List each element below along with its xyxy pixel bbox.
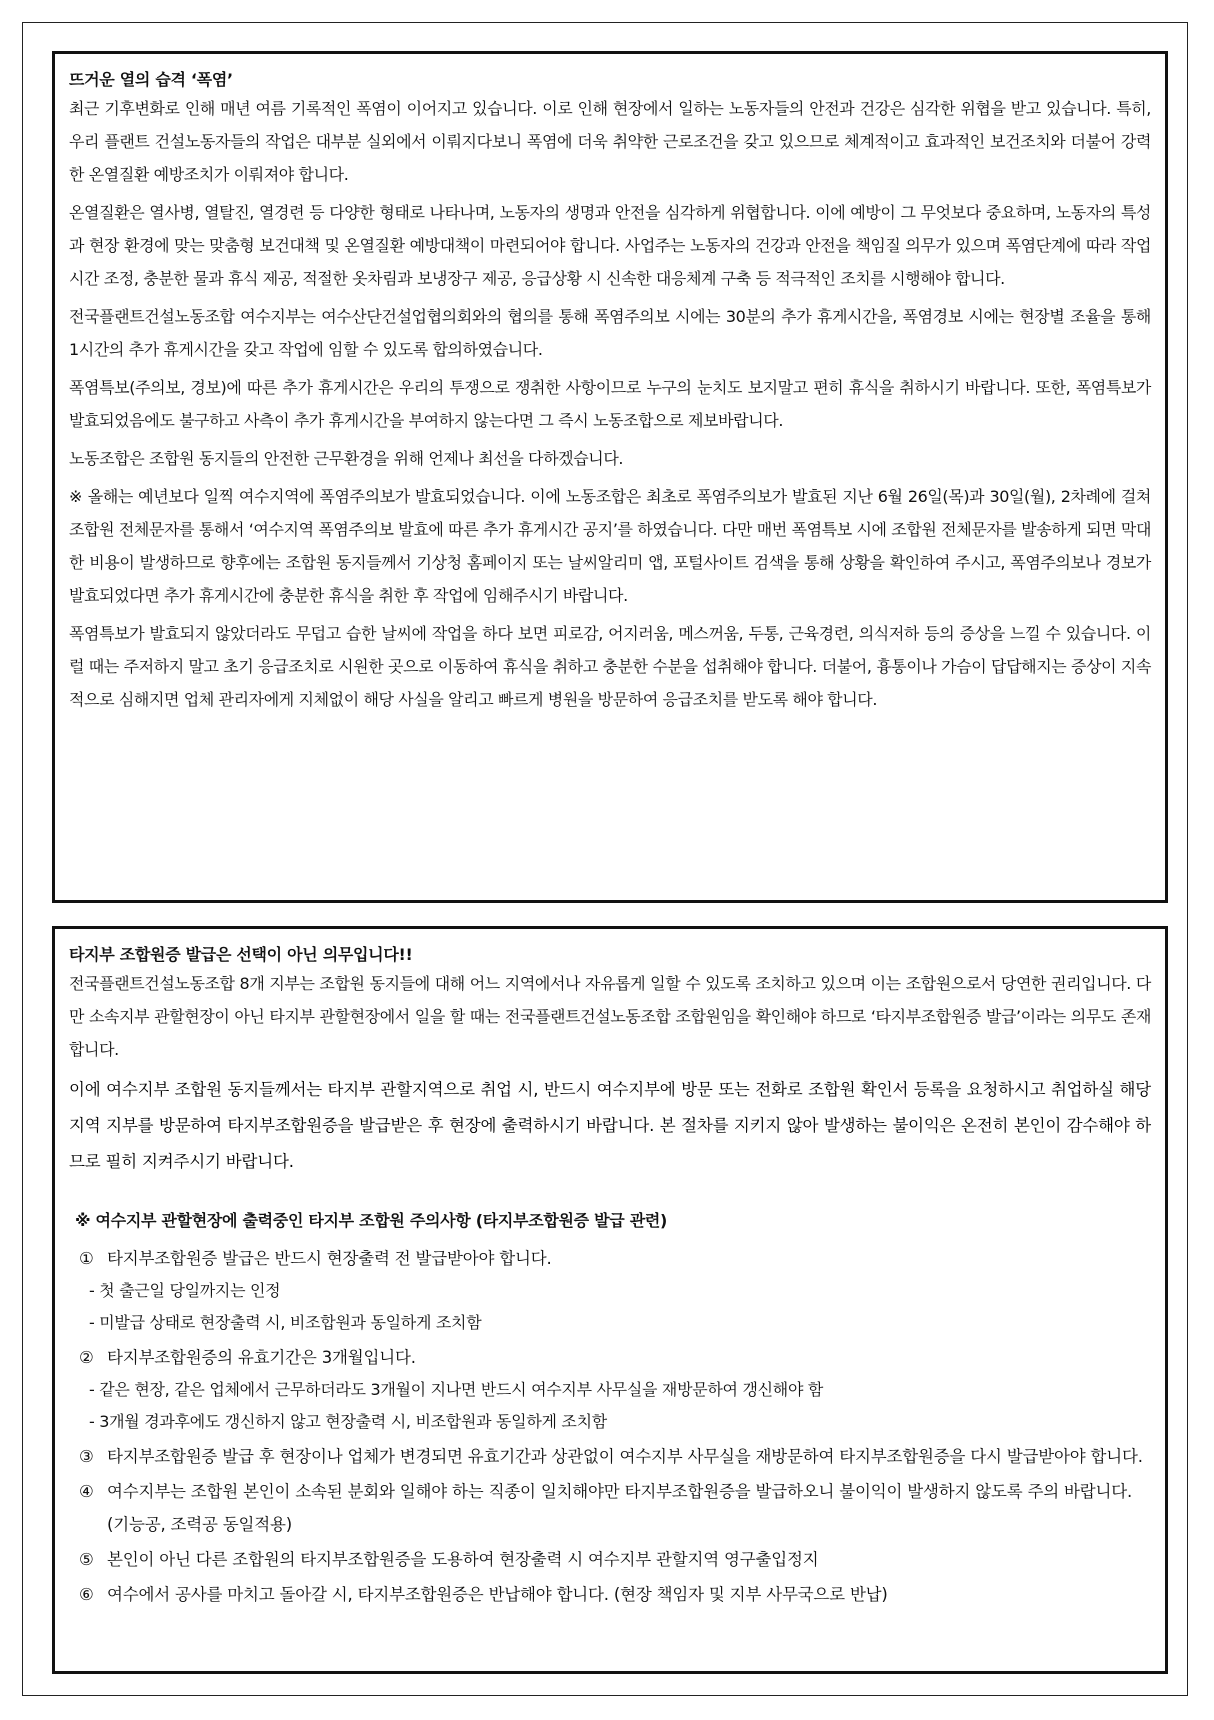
notice-item — [69, 1543, 1151, 1576]
membership-emphasis: 이에 여수지부 조합원 동지들께서는 타지부 관할지역으로 취업 시, 반드시 여수지부에 방문 또는 전화로 조합원 확인서 등록을 요청하시고 취업하실 해당지역 지부를 방문하여 타지부조합원증을 발급받은 후 현장에 출력하시기 바랍니다. 본 절차를 지키지 않아 발생하는 불이익은 온전히 본인이 감수해야 하므로 필히 지켜주시기 바랍니다. — [69, 1080, 1151, 1171]
heatwave-section — [52, 51, 1168, 903]
notice-item — [69, 1475, 1151, 1541]
heatwave-paragraph: 온열질환은 열사병, 열탈진, 열경련 등 다양한 형태로 나타나며, 노동자의 생명과 안전을 심각하게 위협합니다. 이에 예방이 그 무엇보다 중요하며, 노동자의 특성과 현장 환경에 맞는 맞춤형 보건대책 및 온열질환 예방대책이 마련되어야 합니다. 사업주는 노동자의 건강과 안전을 책임질 의무가 있으며 폭염단계에 따라 작업시간 조정, 충분한 물과 휴식 제공, 적절한 옷차림과 보냉장구 제공, 응급상황 시 신속한 대응체계 구축 등 적극적인 조치를 시행해야 합니다. — [69, 203, 1151, 288]
item-text: 타지부조합원증의 유효기간은 3개월입니다. — [107, 1348, 416, 1367]
heatwave-title: 뜨거운 열의 습격 ‘폭염’ — [69, 70, 233, 89]
membership-section — [52, 926, 1168, 1674]
notice-item — [69, 1242, 1151, 1339]
heatwave-paragraph: 폭염특보가 발효되지 않았더라도 무덥고 습한 날씨에 작업을 하다 보면 피로감, 어지러움, 메스꺼움, 두통, 근육경련, 의식저하 등의 증상을 느낄 수 있습니다. 이럴 때는 주저하지 말고 초기 응급조치로 시원한 곳으로 이동하여 휴식을 취하고 충분한 수분을 섭취해야 합니다. 더불어, 흉통이나 가슴이 답답해지는 증상이 지속적으로 심해지면 업체 관리자에게 지체없이 해당 사실을 알리고 빠르게 병원을 방문하여 응급조치를 받도록 해야 합니다. — [69, 624, 1151, 709]
item-text: 본인이 아닌 다른 조합원의 타지부조합원증을 도용하여 현장출력 시 여수지부 관할지역 영구출입정지 — [107, 1550, 819, 1569]
item-text: 여수에서 공사를 마치고 돌아갈 시, 타지부조합원증은 반납해야 합니다. (현장 책임자 및 지부 사무국으로 반납) — [107, 1585, 888, 1604]
heatwave-paragraph: 전국플랜트건설노동조합 여수지부는 여수산단건설업협의회와의 협의를 통해 폭염주의보 시에는 30분의 추가 휴게시간을, 폭염경보 시에는 현장별 조율을 통해 1시간의 추가 휴게시간을 갖고 작업에 임할 수 있도록 합의하였습니다. — [69, 307, 1151, 359]
item-number: ① — [79, 1249, 94, 1268]
item-number: ⑥ — [79, 1585, 94, 1604]
item-number: ⑤ — [79, 1550, 94, 1569]
item-number: ③ — [79, 1447, 94, 1466]
membership-intro: 전국플랜트건설노동조합 8개 지부는 조합원 동지들에 대해 어느 지역에서나 자유롭게 일할 수 있도록 조치하고 있으며 이는 조합원으로서 당연한 권리입니다. 다만 소속지부 관할현장이 아닌 타지부 관할현장에서 일을 할 때는 전국플랜트건설노동조합 조합원임을 확인해야 하므로 ‘타지부조합원증 발급’이라는 의무도 존재합니다. — [69, 974, 1151, 1059]
item-text: 타지부조합원증 발급은 반드시 현장출력 전 발급받아야 합니다. — [107, 1249, 552, 1268]
item-sub: - 첫 출근일 당일까지는 인정 — [89, 1281, 281, 1300]
heatwave-paragraph: 최근 기후변화로 인해 매년 여름 기록적인 폭염이 이어지고 있습니다. 이로 인해 현장에서 일하는 노동자들의 안전과 건강은 심각한 위협을 받고 있습니다. 특히, 우리 플랜트 건설노동자들의 작업은 대부분 실외에서 이뤄지다보니 폭염에 더욱 취약한 근로조건을 갖고 있으므로 체계적이고 효과적인 보건조치와 더불어 강력한 온열질환 예방조치가 이뤄져야 합니다. — [69, 99, 1151, 184]
heatwave-paragraph: ※ 올해는 예년보다 일찍 여수지역에 폭염주의보가 발효되었습니다. 이에 노동조합은 최초로 폭염주의보가 발효된 지난 6월 26일(목)과 30일(월), 2차례에 걸쳐 조합원 전체문자를 통해서 ‘여수지역 폭염주의보 발효에 따른 추가 휴게시간 공지’를 하였습니다. 다만 매번 폭염특보 시에 조합원 전체문자를 발송하게 되면 막대한 비용이 발생하므로 향후에는 조합원 동지들께서 기상청 홈페이지 또는 날씨알리미 앱, 포털사이트 검색을 통해 상황을 확인하여 주시고, 폭염주의보나 경보가 발효되었다면 추가 휴게시간에 충분한 휴식을 취한 후 작업에 임해주시기 바랍니다. — [69, 487, 1151, 605]
heatwave-paragraph: 폭염특보(주의보, 경보)에 따른 추가 휴게시간은 우리의 투쟁으로 쟁취한 사항이므로 누구의 눈치도 보지말고 편히 휴식을 취하시기 바랍니다. 또한, 폭염특보가 발효되었음에도 불구하고 사측이 추가 휴게시간을 부여하지 않는다면 그 즉시 노동조합으로 제보바랍니다. — [69, 378, 1151, 430]
notice-item — [69, 1578, 1151, 1611]
heatwave-paragraph: 노동조합은 조합원 동지들의 안전한 근무환경을 위해 언제나 최선을 다하겠습니다. — [69, 449, 624, 468]
notice-item — [69, 1341, 1151, 1438]
notice-title: ※ 여수지부 관할현장에 출력중인 타지부 조합원 주의사항 (타지부조합원증 발급 관련) — [75, 1211, 668, 1230]
item-sub: - 같은 현장, 같은 업체에서 근무하더라도 3개월이 지나면 반드시 여수지부 사무실을 재방문하여 갱신해야 함 — [89, 1380, 824, 1399]
item-number: ④ — [79, 1482, 94, 1501]
item-text: 타지부조합원증 발급 후 현장이나 업체가 변경되면 유효기간과 상관없이 여수지부 사무실을 재방문하여 타지부조합원증을 다시 발급받아야 합니다. — [107, 1447, 1143, 1466]
item-text: 여수지부는 조합원 본인이 소속된 분회와 일해야 하는 직종이 일치해야만 타지부조합원증을 발급하오니 불이익이 발생하지 않도록 주의 바랍니다. (기능공, 조력공 동일적용) — [107, 1482, 1133, 1534]
item-sub: - 미발급 상태로 현장출력 시, 비조합원과 동일하게 조치함 — [89, 1313, 482, 1332]
membership-title: 타지부 조합원증 발급은 선택이 아닌 의무입니다!! — [69, 945, 413, 964]
item-number: ② — [79, 1348, 94, 1367]
item-sub: - 3개월 경과후에도 갱신하지 않고 현장출력 시, 비조합원과 동일하게 조치함 — [89, 1412, 607, 1431]
notice-item — [69, 1440, 1151, 1473]
